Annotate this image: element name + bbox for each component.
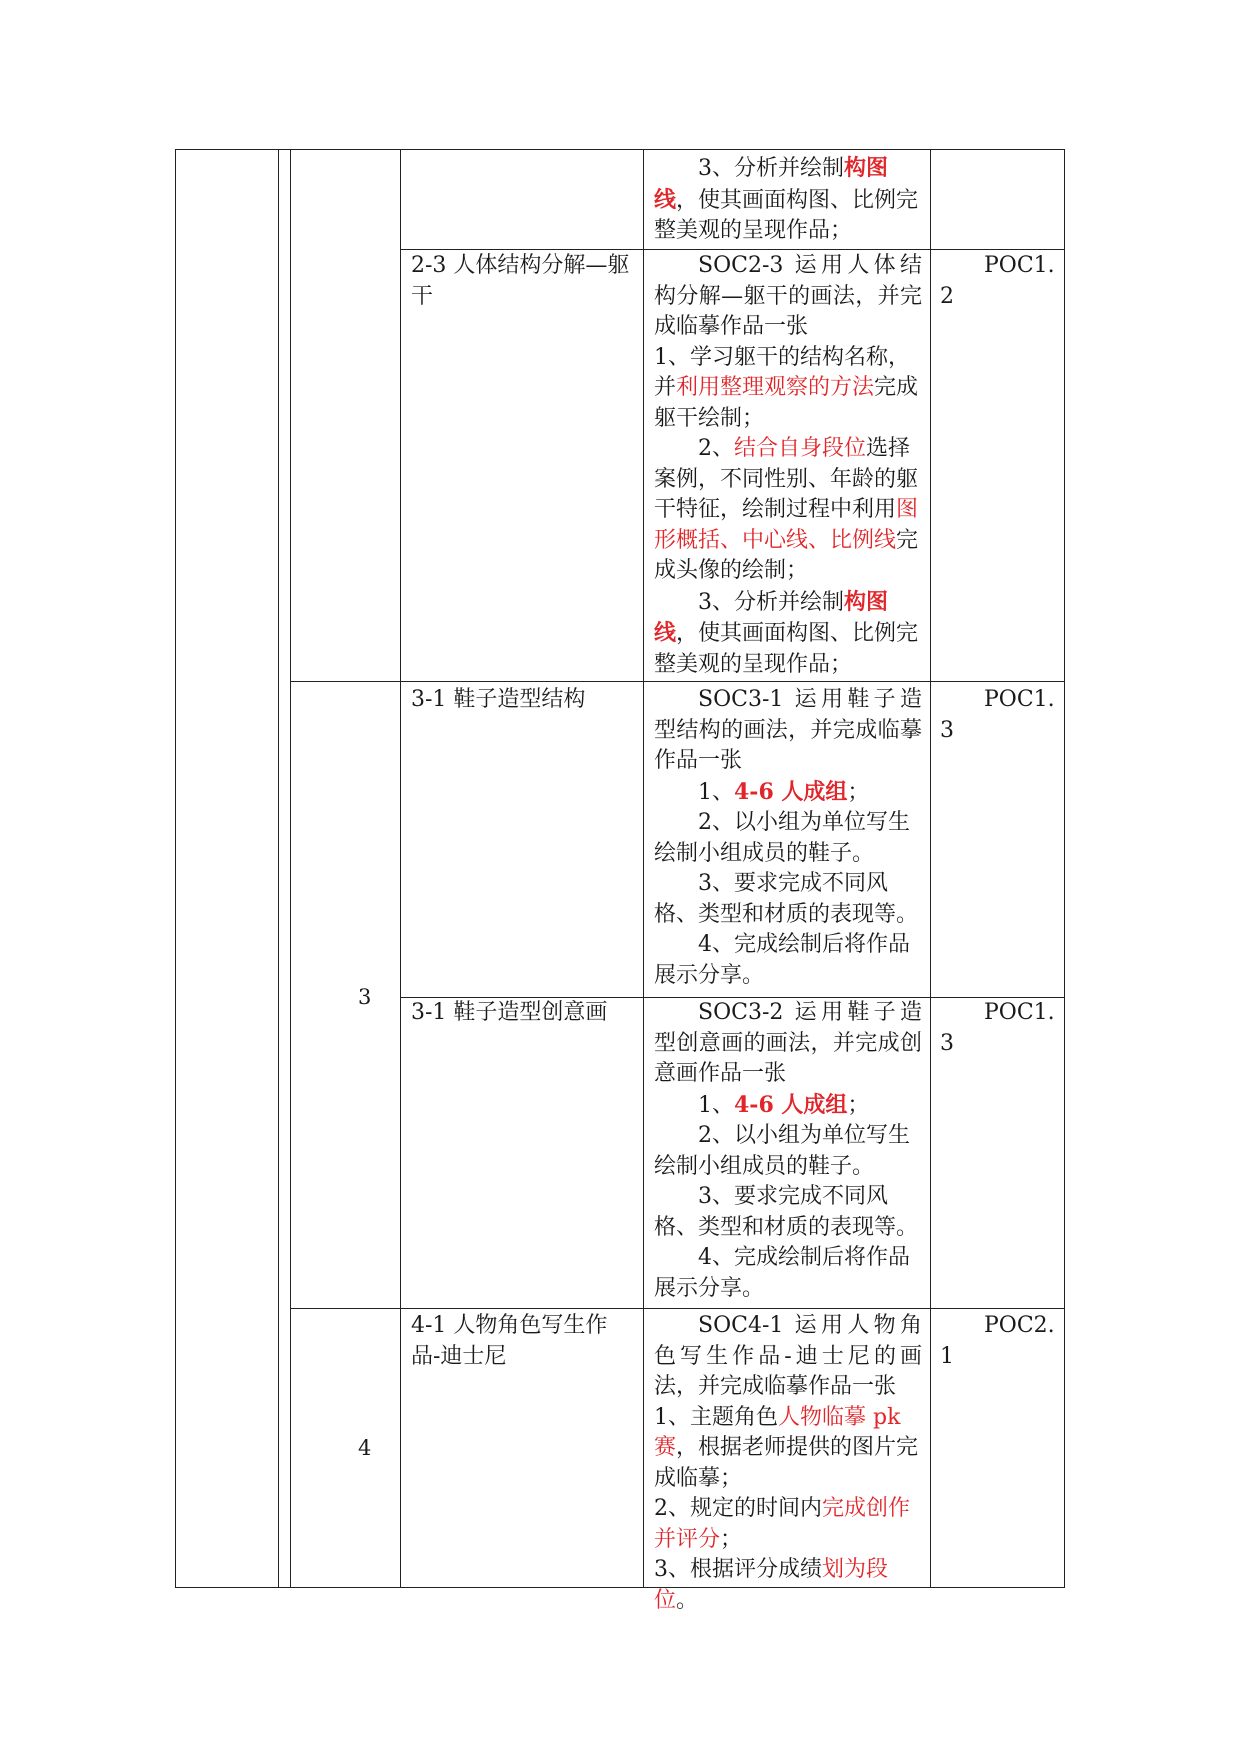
poc-cell: POC1.3 xyxy=(940,1000,1055,1056)
content-run: 3、要求完成不同风格、类型和材质的表现等。 xyxy=(654,1184,919,1240)
topic-cell: 2-3 人体结构分解—躯干 xyxy=(411,253,630,309)
content-run: 利用整理观察的方法 xyxy=(676,375,875,400)
content-run: 2、以小组为单位写生绘制小组成员的鞋子。 xyxy=(654,1123,910,1179)
content-run: ，使其画面构图、比例完整美观的呈现作品； xyxy=(654,621,919,677)
content-item xyxy=(654,1090,922,1122)
content-run: 选择案例，不同性别、年龄的躯干特征，绘制过程中利用 xyxy=(654,436,919,522)
content-item xyxy=(654,1121,922,1182)
content-run: ，根据老师提供的图片完成临摹； xyxy=(654,1435,919,1491)
col-divider-4 xyxy=(643,149,644,1588)
col-divider-5 xyxy=(930,149,931,1588)
content-run: 图形概括、中心线、比例线 xyxy=(654,497,919,553)
content-cell xyxy=(654,685,922,991)
content-cell xyxy=(654,251,922,680)
content-run: 构图线 xyxy=(654,588,889,646)
content-run: 4、完成绘制后将作品展示分享。 xyxy=(654,1245,910,1301)
content-item xyxy=(654,930,922,991)
topic-cell: 3-1 鞋子造型创意画 xyxy=(411,1000,608,1025)
content-run: 。 xyxy=(676,1587,699,1613)
content-intro: SOC3-1 运用鞋子造型结构的画法，并完成临摹作品一张 xyxy=(654,687,922,773)
content-intro: SOC2-3 运用人体结构分解—躯干的画法，并完成临摹作品一张 xyxy=(654,253,922,339)
content-item xyxy=(654,1555,922,1616)
content-run: 划为段位 xyxy=(654,1557,889,1613)
content-run: 1、 xyxy=(698,1092,734,1118)
content-run: 2、规定的时间内 xyxy=(654,1496,822,1521)
col-divider-1 xyxy=(278,149,279,1588)
content-run: 人物临摹 pk 赛 xyxy=(654,1404,901,1460)
table-border-left xyxy=(175,149,176,1588)
table-border-top xyxy=(175,149,1065,150)
topic-cell: 4-1 人物角色写生作品-迪士尼 xyxy=(411,1313,608,1369)
content-item xyxy=(654,808,922,869)
table-border-right xyxy=(1064,149,1065,1588)
content-run: 构图线 xyxy=(654,155,889,213)
content-cell xyxy=(654,998,922,1304)
content-item xyxy=(654,777,922,809)
content-item xyxy=(654,153,922,247)
content-item xyxy=(654,1243,922,1304)
content-run: 4-6 人成组 xyxy=(734,778,848,805)
content-run: 完成创作并评分 xyxy=(654,1496,911,1552)
row-separator xyxy=(290,1308,1064,1309)
content-run: 1、 xyxy=(698,779,734,805)
content-run: ，使其画面构图、比例完整美观的呈现作品； xyxy=(654,187,919,243)
poc-cell: POC2.1 xyxy=(940,1313,1055,1369)
content-run: ； xyxy=(847,1092,870,1118)
content-run: 1、主题角色 xyxy=(654,1404,778,1430)
content-item xyxy=(654,869,922,930)
content-item xyxy=(654,1494,922,1555)
content-run: 4、完成绘制后将作品展示分享。 xyxy=(654,932,910,988)
content-intro: SOC3-2 运用鞋子造型创意画的画法，并完成创意画作品一张 xyxy=(654,1000,922,1086)
content-run: ； xyxy=(847,779,870,805)
content-run: 3、分析并绘制 xyxy=(698,589,844,615)
content-cell xyxy=(654,153,922,247)
row-separator xyxy=(400,249,1064,250)
poc-cell: POC1.3 xyxy=(940,687,1055,743)
content-item xyxy=(654,1182,922,1243)
topic-cell: 3-1 鞋子造型结构 xyxy=(411,687,586,712)
content-intro: SOC4-1 运用人物角色写生作品-迪士尼的画法，并完成临摹作品一张 xyxy=(654,1313,922,1399)
content-item xyxy=(654,434,922,587)
content-run: 2、以小组为单位写生绘制小组成员的鞋子。 xyxy=(654,810,910,866)
content-run: 3、要求完成不同风格、类型和材质的表现等。 xyxy=(654,871,919,927)
content-cell xyxy=(654,1311,922,1616)
content-run: 3、分析并绘制 xyxy=(698,156,844,181)
content-run: 完成躯干绘制； xyxy=(654,375,919,431)
unit-number: 4 xyxy=(358,1436,372,1460)
content-run: 2、 xyxy=(698,436,734,461)
content-run: 1、学习躯干的结构名称，并 xyxy=(654,344,910,400)
content-run: 完成头像的绘制； xyxy=(654,527,919,583)
content-run: 4-6 人成组 xyxy=(734,1091,848,1118)
col-divider-3 xyxy=(400,149,401,1588)
content-item xyxy=(654,587,922,681)
unit-number: 3 xyxy=(358,985,372,1009)
table-border-bottom xyxy=(175,1587,1065,1588)
poc-cell: POC1.2 xyxy=(940,253,1055,309)
content-run: 3、根据评分成绩 xyxy=(654,1557,822,1582)
content-item xyxy=(654,1403,922,1495)
col-divider-2 xyxy=(290,149,291,1588)
content-run: 结合自身段位 xyxy=(734,436,867,461)
row-separator xyxy=(290,681,1064,682)
content-run: ； xyxy=(720,1526,743,1552)
content-item xyxy=(654,343,922,435)
